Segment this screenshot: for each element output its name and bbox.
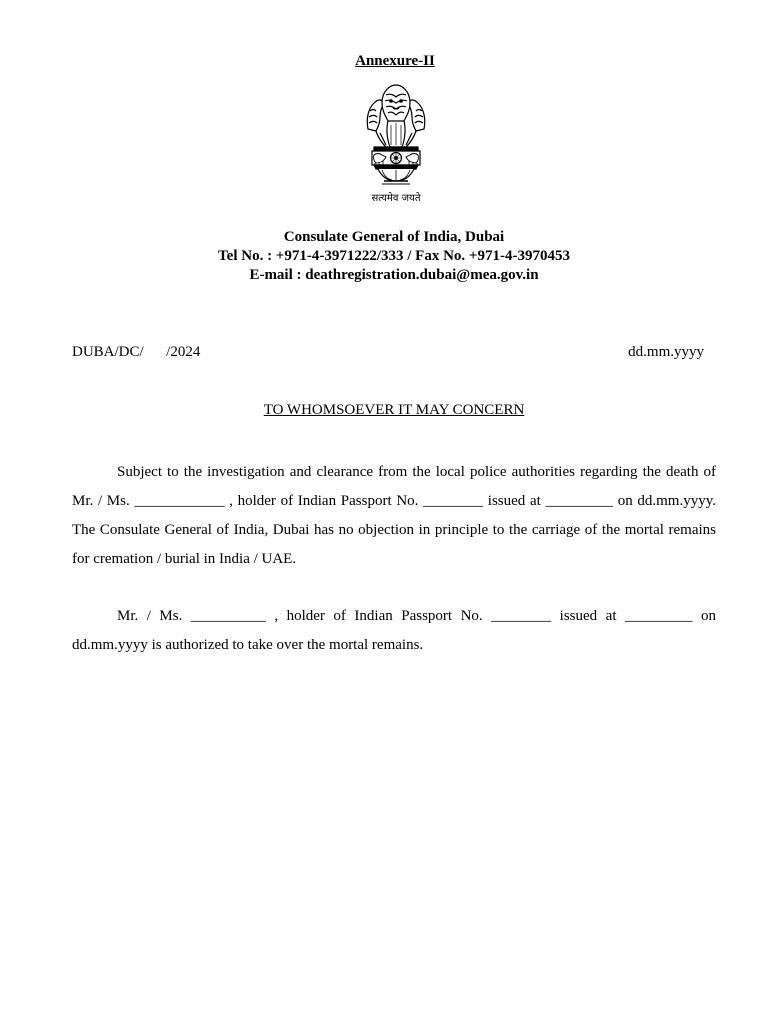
letter-heading: TO WHOMSOEVER IT MAY CONCERN — [263, 402, 525, 418]
office-name: Consulate General of India, Dubai — [283, 229, 505, 245]
office-contact: Tel No. : +971-4-3971222/333 / Fax No. +971-4-3970453 — [218, 248, 570, 264]
reference-number: DUBA/DC/ /2024 — [72, 344, 201, 360]
office-email: E-mail : deathregistration.dubai@mea.gov.in — [249, 267, 539, 283]
body-paragraph: Mr. / Ms. __________ , holder of Indian Passport No. ________ issued at _________ on dd.mm.yyyy is authorized to take over the mortal remains. — [72, 608, 716, 653]
office-header — [0, 228, 770, 285]
body-paragraph: Subject to the investigation and clearance from the local police authorities regarding the death of Mr. / Ms. ____________ , holder of Indian Passport No. ________ issued at _________ on dd.mm.yyyy. The Consulate General of India, Dubai has no objection in principle to the carriage of the mortal remains for cremation / burial in India / UAE. — [72, 464, 716, 567]
annexure-title: Annexure-II — [355, 53, 435, 69]
emblem-motto: सत्यमेव जयते — [371, 193, 421, 204]
reference-date: dd.mm.yyyy — [628, 344, 704, 360]
national-emblem-icon — [360, 81, 432, 187]
